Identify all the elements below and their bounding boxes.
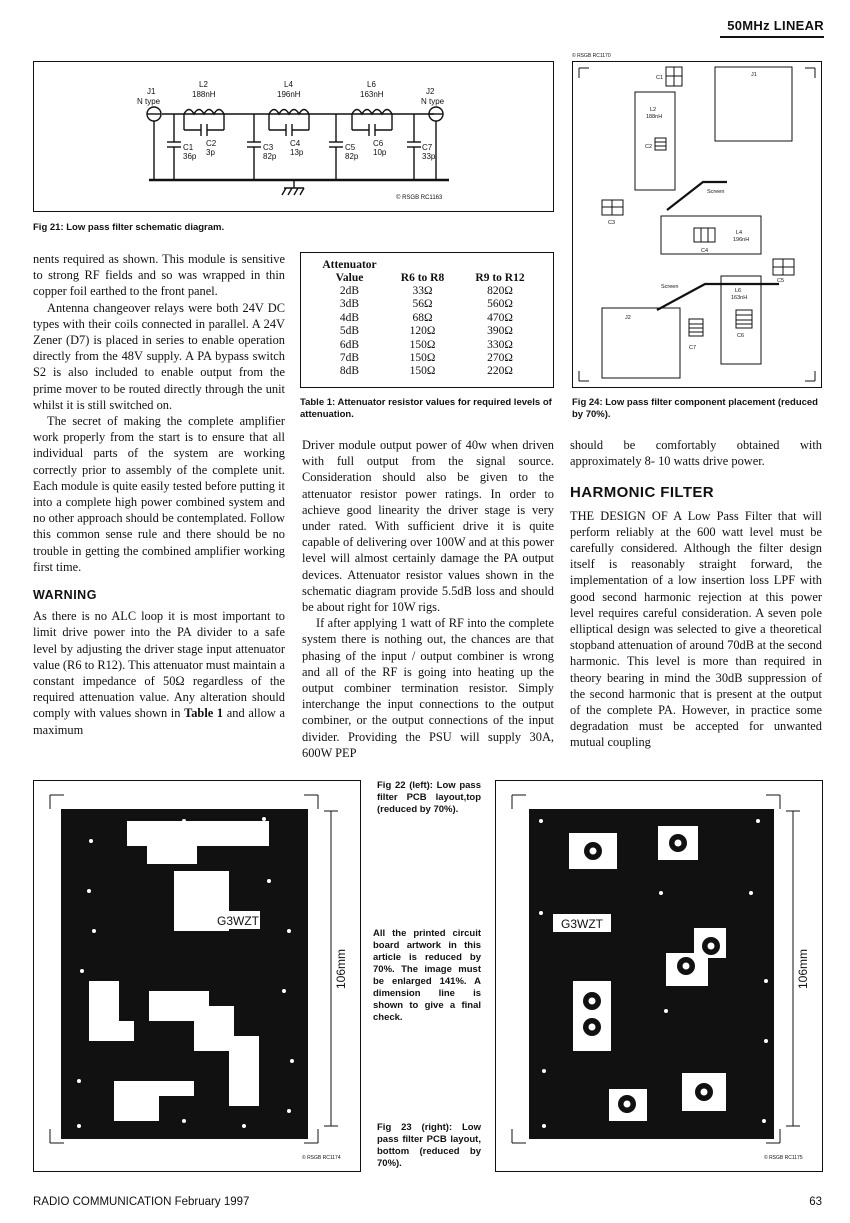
fig23-label: G3WZT <box>561 917 603 931</box>
c3-shunt <box>247 114 261 180</box>
column-2 <box>302 437 554 761</box>
fig24-c3: C3 <box>608 220 616 226</box>
fig23-copyright: © RSGB RC1175 <box>764 1155 803 1161</box>
fig24-caption: Fig 24: Low pass filter component placement (reduced by 70%). <box>572 397 818 420</box>
fig22-caption: Fig 22 (left): Low pass filter PCB layout,top (reduced by 70%). <box>377 780 481 815</box>
table1-header-r6r8: R6 to R8 <box>400 272 445 284</box>
j2-type: N type <box>421 97 445 106</box>
fig21-caption: Fig 21: Low pass filter schematic diagram. <box>33 222 225 233</box>
fig22-label: G3WZT <box>217 914 259 928</box>
footer-page-number: 63 <box>809 1196 822 1208</box>
fig22-copyright: © RSGB RC1174 <box>302 1155 341 1161</box>
j1-type: N type <box>137 97 161 106</box>
c4-value: 13p <box>290 148 304 157</box>
table-row: 7dB 150Ω 270Ω <box>339 352 513 365</box>
harmonic-filter-heading: HARMONIC FILTER <box>570 484 715 502</box>
table1 <box>313 259 541 379</box>
running-header: 50MHz LINEAR <box>727 18 824 33</box>
fig22-pcb-box <box>33 780 361 1172</box>
fig24-l6: L6 <box>735 288 742 294</box>
col3-para-1: should be comfortably obtained with approximately 8- 10 watts drive power. <box>570 438 822 469</box>
c1-value: 36p <box>183 152 197 161</box>
fig24-l6v: 163nH <box>731 295 748 301</box>
c4-ref: C4 <box>290 139 301 148</box>
fig21-copyright: © RSGB RC1163 <box>396 195 443 201</box>
col1-para-4b: and allow a maximum <box>33 706 285 737</box>
fig24-copyright: © RSGB RC1170 <box>572 53 611 59</box>
col1-para-3: The secret of making the complete amplifier work properly from the start is to ensure that all individual parts of the system are working correctly prior to assembly of the complete unit. Each module is quite easily tested before putting it into a complete high power combined system and no other approach should be contemplated. Follow this common sense rule and there should be no trouble in getting the combined amplifier working first time. <box>33 414 285 574</box>
table1-ref: Table 1 <box>184 706 224 721</box>
table-row: 8dB 150Ω 220Ω <box>339 365 513 378</box>
col3-para-2: THE DESIGN OF A Low Pass Filter that will perform reliably at the 600 watt level must be carefully considered. Although the filter design itself is reasonably straight forward, the implementation of a low insertion loss LPF with good second harmonic rejection at this power level requires careful consideration. A seven pole elliptical design was selected to give a theoretical stopband attenuation of around 70dB at the second harmonic. This level is more than required in theory bearing in mind the 30dB suppression of the second harmonic that is present at the output of the complete PA. However, in practice some degradation must be accepted for unwanted mutual coupling <box>570 508 822 750</box>
fig23-pcb-box <box>495 780 823 1172</box>
c5-value: 82p <box>345 152 359 161</box>
fig21-schematic-box <box>33 61 554 212</box>
col1-para-2: Antenna changeover relays were both 24V DC types with their coils connected in parallel. A 24V Zener (D7) is placed in series to enable operation directly from the 48V supply. A PA bypass switch S2 is also included to enable output from the prime mover to be routed directly through the unit whilst it is still switched on. <box>33 300 285 412</box>
table-row: 6dB 150Ω 330Ω <box>339 338 513 351</box>
column-1 <box>33 251 285 738</box>
col2-para-2: If after applying 1 watt of RF into the complete system there is nothing out, the chances are that phasing of the input / output combiner is wrong and all of the RF is going into heating up the output combiner termination resistor. Simply interchange the input connections to the output combiner, or the output connections of the input divider. Providing the PSU will supply 30A, 600W PEP <box>302 616 554 760</box>
j1-ref: J1 <box>147 87 156 96</box>
table-row: 2dB 33Ω 820Ω <box>339 285 513 297</box>
table1-header-value: Attenuator Value <box>322 259 377 284</box>
fig24-placement-box <box>572 61 822 388</box>
fig24-j2: J2 <box>625 315 631 321</box>
fig23-dimension: 106mm <box>796 948 810 990</box>
c6-ref: C6 <box>373 139 384 148</box>
c7-shunt <box>407 114 421 180</box>
c3-value: 82p <box>263 152 277 161</box>
c2-ref: C2 <box>206 139 217 148</box>
c1-shunt <box>167 114 181 180</box>
fig24-l4: L4 <box>736 230 743 236</box>
fig23-board <box>529 809 774 1139</box>
col1-para-4 <box>33 608 285 738</box>
j2-ref: J2 <box>426 87 435 96</box>
fig24-l2v: 188nH <box>646 114 663 120</box>
fig21-schematic <box>34 62 553 211</box>
l2-value: 188nH <box>192 90 216 99</box>
table-row: 3dB 56Ω 560Ω <box>339 298 513 311</box>
fig24-c4: C4 <box>701 248 709 254</box>
c7-value: 33p <box>422 152 436 161</box>
table1-header-r9r12: R9 to R12 <box>475 272 525 284</box>
fig24-c5: C5 <box>777 278 785 284</box>
fig24-l4v: 196nH <box>733 237 750 243</box>
fig24-c1: C1 <box>656 75 664 81</box>
fig24-l2: L2 <box>650 107 657 113</box>
fig23-caption: Fig 23 (right): Low pass filter PCB layout, bottom (reduced by 70%). <box>377 1122 481 1169</box>
fig22-cutout-right <box>229 1036 259 1106</box>
col1-para-4a: As there is no ALC loop it is most important to limit drive power into the PA divider to a safe level by adjusting the driver stage input attenuator value (R6 to R12). This attenuator must maintain a constant impedance of 50Ω regardless of the required attenuation value. Any alteration should comply with values shown in <box>33 609 286 721</box>
table-row: 5dB 120Ω 390Ω <box>339 325 513 338</box>
ground-symbol <box>282 180 304 195</box>
l2-ref: L2 <box>199 80 208 89</box>
col2-para-1: Driver module output power of 40w when driven with full output from the signal source. Consideration should also be given to the attenuator resistor power ratings. In order to achieve good linearity the driver stage is very under rated. With sufficient drive it is quite capable of delivering over 100W and at this power level will almost certainly damage the PA output devices. Attenuator resistor values shown in the schematic diagram provide 5.5dB loss and should be about right for 10W rigs. <box>302 438 554 615</box>
header-rule <box>720 36 824 38</box>
footer-journal: RADIO COMMUNICATION February 1997 <box>33 1196 250 1208</box>
column-3 <box>570 437 822 751</box>
fig22-pcb-top <box>34 781 360 1171</box>
fig22-dimension: 106mm <box>334 948 348 990</box>
fig23-pcb-bottom <box>496 781 822 1171</box>
l6-value: 163nH <box>360 90 384 99</box>
fig24-c2: C2 <box>645 144 653 150</box>
c5-shunt <box>329 114 343 180</box>
warning-heading: WARNING <box>33 588 97 603</box>
c2-value: 3p <box>206 148 215 157</box>
l4-ref: L4 <box>284 80 293 89</box>
fig24-screen1: Screen <box>707 189 725 195</box>
l4-value: 196nH <box>277 90 301 99</box>
table-row: 4dB 68Ω 470Ω <box>339 311 513 324</box>
c7-ref: C7 <box>422 143 433 152</box>
c3-ref: C3 <box>263 143 274 152</box>
c1-ref: C1 <box>183 143 194 152</box>
c6-value: 10p <box>373 148 387 157</box>
col1-para-1: nents required as shown. This module is sensitive to strong RF fields and so was wrapped in thin copper foil earthed to the front panel. <box>33 252 285 299</box>
c5-ref: C5 <box>345 143 356 152</box>
table1-caption: Table 1: Attenuator resistor values for required levels of attenuation. <box>300 397 552 420</box>
fig24-placement <box>573 62 821 387</box>
fig24-j1: J1 <box>751 72 757 78</box>
fig24-screen2: Screen <box>661 284 679 290</box>
fig24-c7: C7 <box>689 345 697 351</box>
fig24-c6: C6 <box>737 333 745 339</box>
l6-ref: L6 <box>367 80 376 89</box>
pcb-note: All the printed circuit board artwork in this article is reduced by 70%. The image must be enlarged 141%. A dimension line is shown to give a final check. <box>373 928 481 1023</box>
table1-box <box>300 252 554 388</box>
